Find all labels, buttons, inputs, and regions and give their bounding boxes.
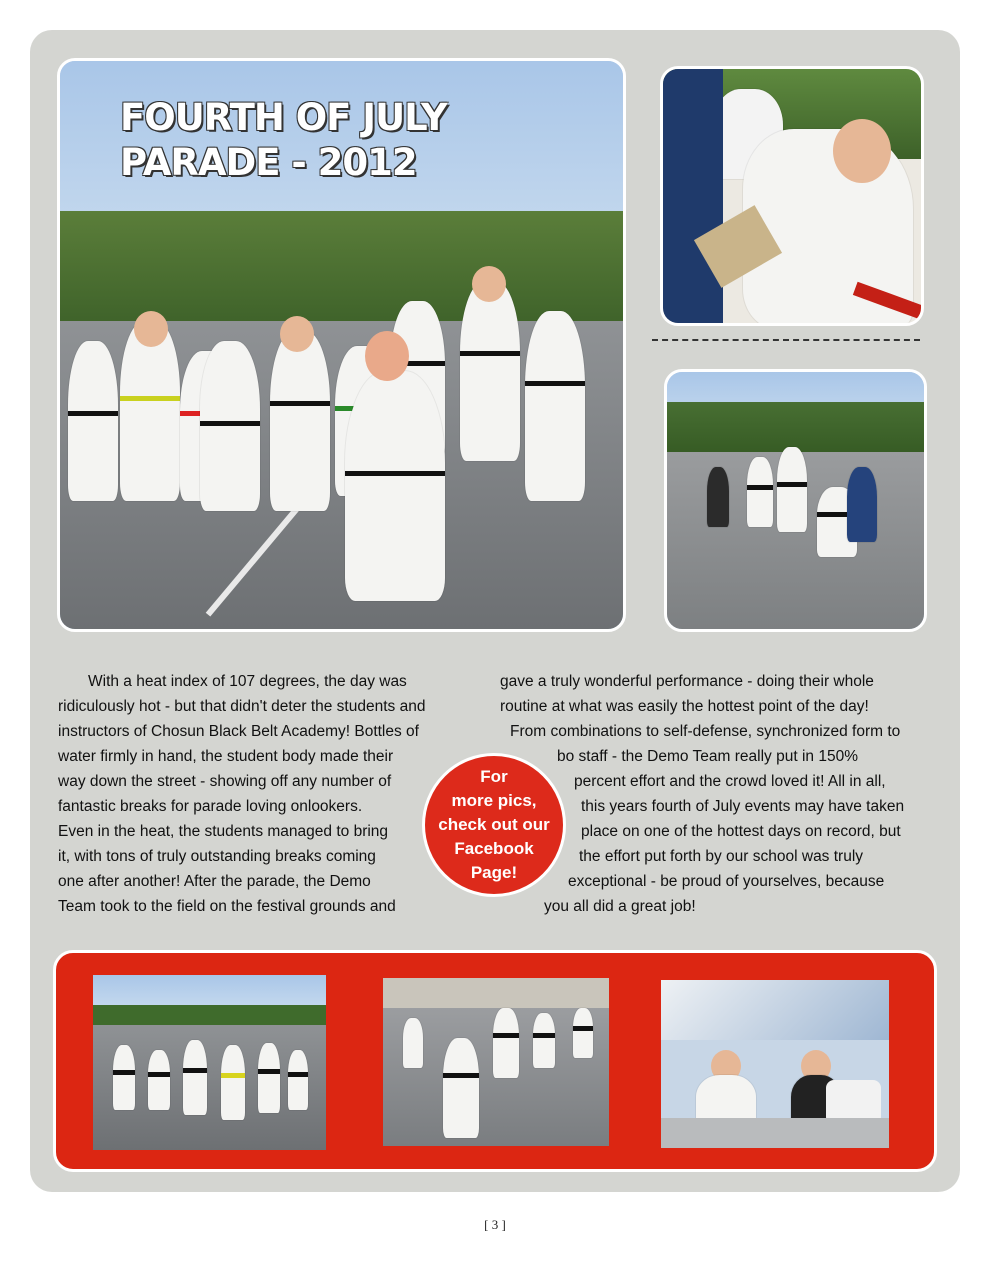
street-kicks-photo <box>383 978 609 1146</box>
right-line: gave a truly wonderful performance - doing their whole <box>500 673 874 690</box>
callout-line: Facebook <box>454 839 534 858</box>
left-line: Team took to the field on the festival grounds and <box>58 898 396 915</box>
parade-group-photo <box>93 975 326 1150</box>
callout-line: Page! <box>470 863 518 882</box>
left-line: fantastic breaks for parade loving onlookers. <box>58 798 363 815</box>
left-line: ridiculously hot - but that didn't deter the students and <box>58 698 426 715</box>
page-number: [ 3 ] <box>484 1217 506 1232</box>
facebook-callout <box>422 753 566 897</box>
right-line: place on one of the hottest days on record, but <box>581 823 901 840</box>
dashed-divider <box>652 339 920 341</box>
title-line-2: PARADE - 2012 <box>120 141 417 184</box>
left-line: With a heat index of 107 degrees, the day was <box>88 673 407 690</box>
callout-line: more pics, <box>451 791 537 810</box>
right-line: the effort put forth by our school was truly <box>579 848 864 865</box>
article-left-column <box>58 669 425 919</box>
demo-team-street-photo <box>664 369 927 632</box>
right-line: routine at what was easily the hottest point of the day! <box>500 698 869 715</box>
left-line: it, with tons of truly outstanding breaks coming <box>58 848 376 865</box>
right-line: From combinations to self-defense, synchronized form to <box>510 723 901 740</box>
callout-line: check out our <box>438 815 550 834</box>
right-line: percent effort and the crowd loved it! All in all, <box>574 773 886 790</box>
title-line-1: FOURTH OF JULY <box>120 96 447 139</box>
page-title <box>120 95 447 185</box>
photo-strip <box>53 950 937 1172</box>
left-line: instructors of Chosun Black Belt Academy! Bottles of <box>58 723 419 740</box>
right-line: you all did a great job! <box>544 898 696 915</box>
left-line: way down the street - showing off any number of <box>58 773 392 790</box>
main-parade-photo <box>57 58 626 632</box>
right-line: bo staff - the Demo Team really put in 150% <box>557 748 858 765</box>
left-line: one after another! After the parade, the Demo <box>58 873 371 890</box>
callout-line: For <box>480 767 508 786</box>
board-break-photo <box>660 66 924 326</box>
right-line: exceptional - be proud of yourselves, because <box>568 873 885 890</box>
left-line: water firmly in hand, the student body made their <box>58 748 394 765</box>
right-line: this years fourth of July events may have taken <box>581 798 905 815</box>
left-line: Even in the heat, the students managed to bring <box>58 823 389 840</box>
float-riders-photo <box>661 980 889 1148</box>
